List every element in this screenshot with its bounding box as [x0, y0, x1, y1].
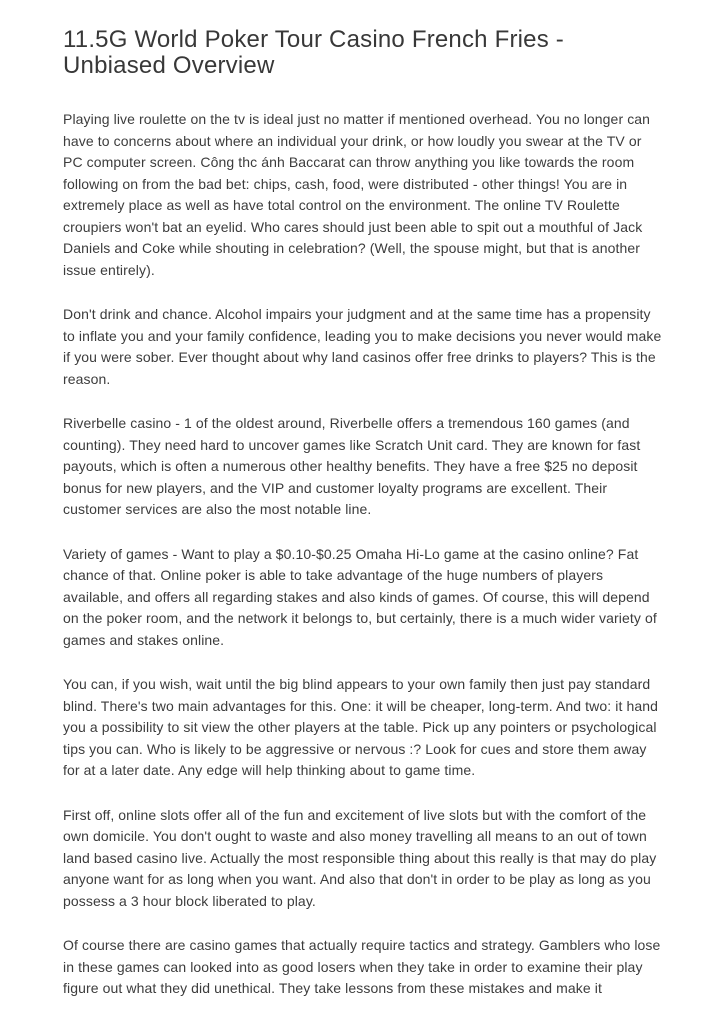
paragraph-6: First off, online slots offer all of the fun and excitement of live slots but with the comfort of the own domicile. You don't ought to waste and also money travelling all means to an out of town land based casino live. Actually the most responsible thing about this really is that may do play anyone want for as long when you want. And also that don't in order to be play as long as you possess a 3 hour block liberated to play. [63, 806, 657, 909]
paragraph-3: Riverbelle casino - 1 of the oldest around, Riverbelle offers a tremendous 160 games (and counting). They need hard to uncover games like Scratch Unit card. They are known for fast payouts, which is often a numerous other healthy benefits. They have a free $25 no deposit bonus for new players, and the VIP and customer loyalty programs are excellent. Their customer services are also the most notable line. [63, 415, 641, 517]
paragraph-1: Playing live roulette on the tv is ideal just no matter if mentioned overhead. You no longer can have to concerns about where an individual your drink, or how loudly you swear at the TV or PC computer screen. Công thc ánh Baccarat can throw anything you like towards the room following on from the bad bet: chips, cash, food, were distributed - other things! You are in extremely place as well as have total control on the environment. The online TV Roulette croupiers won't bat an eyelid. Who cares should just been able to spit out a mouthful of Jack Daniels and Coke while shouting in celebration? (Well, the spouse might, but that is another issue entirely). [63, 111, 651, 278]
paragraph-2: Don't drink and chance. Alcohol impairs your judgment and at the same time has a propensity to inflate you and your family confidence, leading you to make decisions you never would make if you were sober. Ever thought about why land casinos offer free drinks to players? This is the reason. [63, 306, 662, 387]
paragraph-4: Variety of games - Want to play a $0.10-$0.25 Omaha Hi-Lo game at the casino online? Fat chance of that. Online poker is able to take advantage of the huge numbers of players available, and offers all regarding stakes and also kinds of games. Of course, this will depend on the poker room, and the network it belongs to, but certainly, there is a much wider variety of games and stakes online. [63, 545, 657, 648]
paragraph-5: You can, if you wish, wait until the big blind appears to your own family then just pay standard blind. There's two main advantages for this. One: it will be cheaper, long-term. And two: it hand you a possibility to sit view the other players at the table. Pick up any pointers or psychological tips you can. Who is likely to be aggressive or nervous :? Look for cues and store them away for at a later date. Any edge will help thinking about to game time. [63, 676, 658, 778]
article-body [63, 109, 665, 1000]
paragraph-7: Of course there are casino games that actually require tactics and strategy. Gamblers who lose in these games can looked into as good losers when they take in order to examine their play figure out what they did unethical. They take lessons from these mistakes and make it [63, 937, 661, 996]
page-title: 11.5G World Poker Tour Casino French Fries - Unbiased Overview [63, 26, 564, 79]
